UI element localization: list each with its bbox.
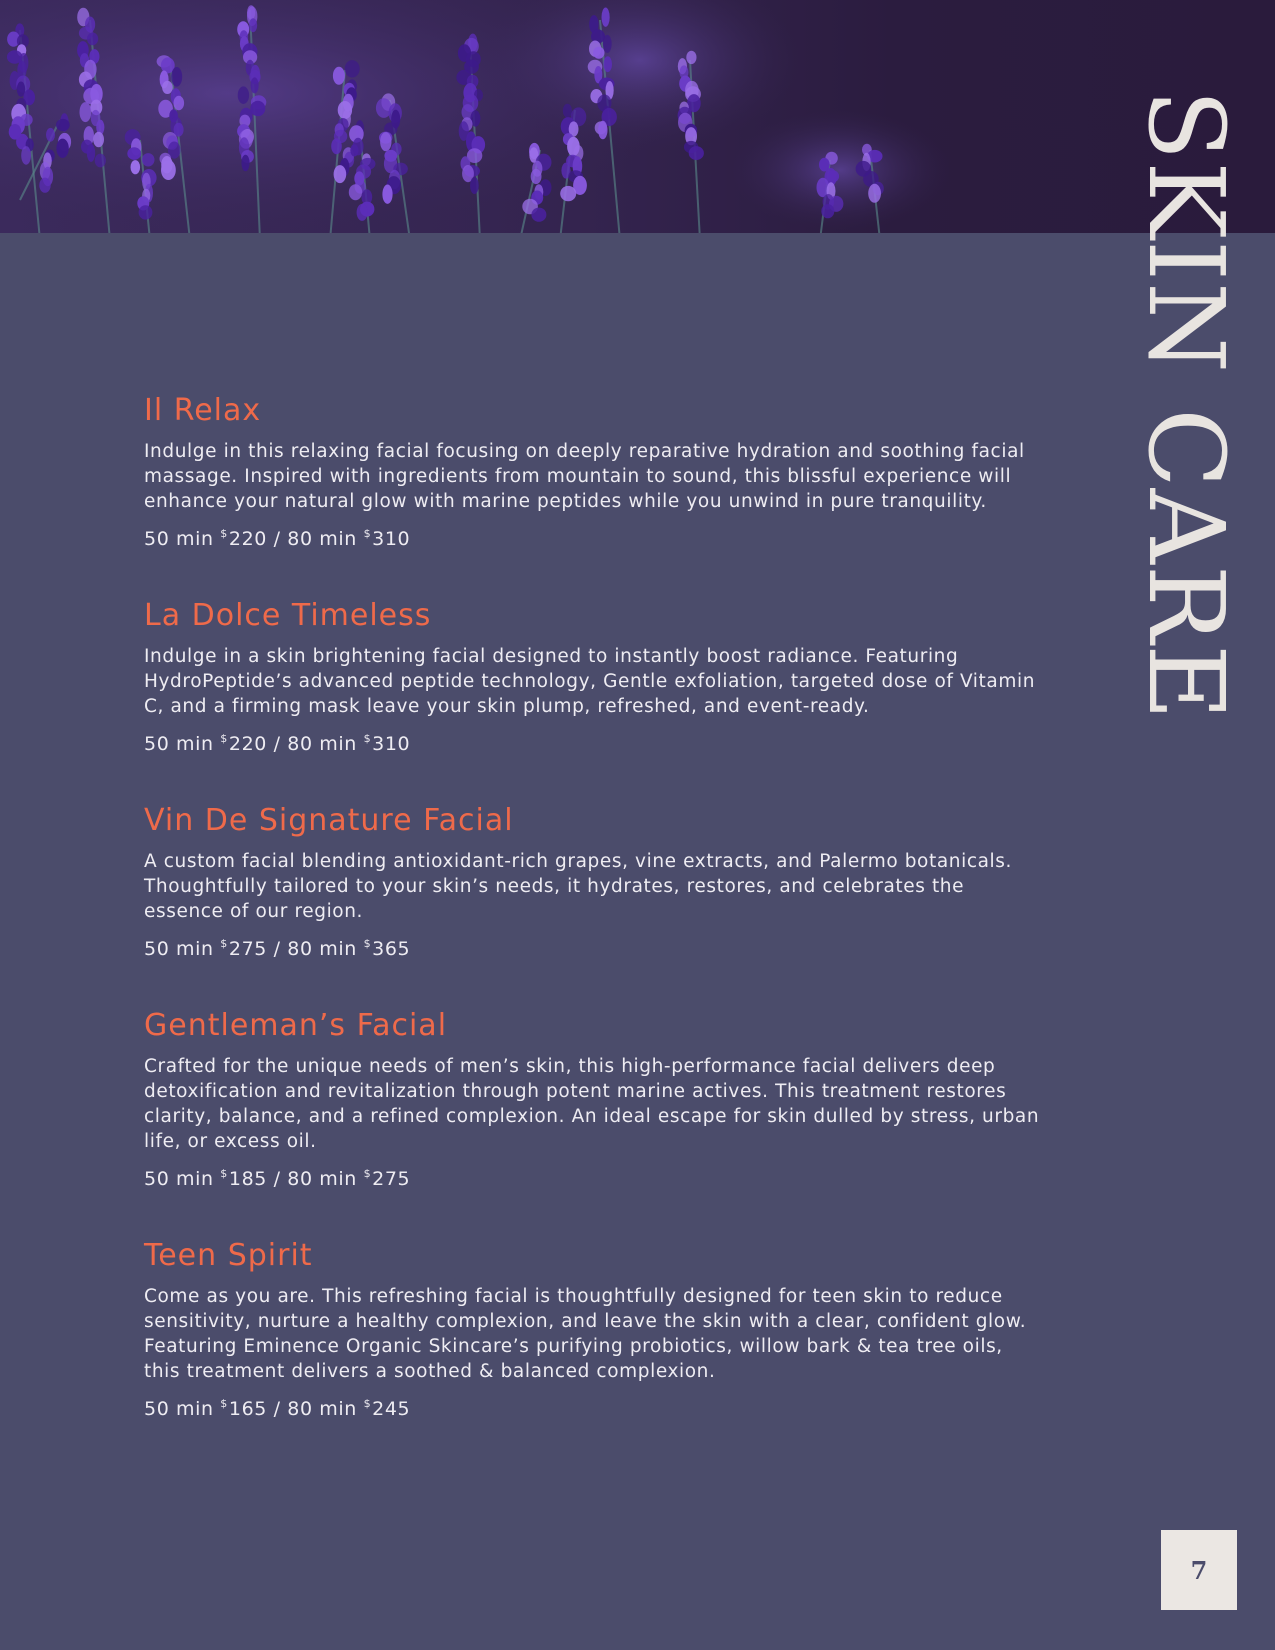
treatment-price: [144, 1391, 1044, 1422]
treatment-description: A custom facial blending antioxidant-rich grapes, vine extracts, and Palermo botanicals. Thoughtfully tailored to your skin’s needs, it hydrates, restores, and celebrates the essence of our region.: [144, 851, 1013, 922]
currency-symbol: $: [220, 527, 228, 540]
section-title-text: SKIN CARE: [1125, 89, 1248, 721]
lavender-bud: [602, 8, 610, 27]
treatment-title: Il Relax: [144, 393, 262, 428]
currency-symbol: $: [363, 1397, 372, 1410]
treatment-description: Crafted for the unique needs of men’s skin, this high-performance facial delivers deep detoxification and revitalization through potent marine actives. This treatment restores clarity, balance, and a refined complexion. An ideal escape for skin dulled by stress, urban life, or excess oil.: [144, 1056, 1040, 1152]
currency-symbol: $: [363, 732, 372, 745]
page-number-box: [1161, 1530, 1237, 1610]
price-amount: 275: [228, 938, 267, 960]
lavender-bud: [95, 154, 106, 168]
lavender-bud: [593, 47, 604, 59]
price-duration: 50 min: [144, 528, 214, 550]
treatment-description: Come as you are. This refreshing facial is thoughtfully designed for teen skin to reduce sensitivity, nurture a healthy complexion, and leave the skin with a clear, confident glow. Featuring Eminence Organic Skincare’s purifying probiotics, willow bark & tea tree oils, this treatment delivers a soothed & balanced complexion.: [144, 1286, 1027, 1382]
price-separator: /: [266, 1398, 288, 1420]
lavender-bud: [603, 35, 612, 53]
lavender-bud: [598, 121, 607, 140]
lavender-bud: [357, 204, 368, 221]
treatment-item: [144, 393, 1044, 552]
lavender-bud: [249, 18, 257, 32]
lavender-bud: [21, 146, 31, 165]
price-duration: 50 min: [144, 733, 214, 755]
lavender-bud: [250, 101, 265, 116]
price-amount: 220: [228, 733, 267, 755]
lavender-bud: [93, 132, 104, 147]
price-amount: 185: [228, 1168, 267, 1190]
lavender-bud: [382, 185, 392, 204]
currency-symbol: $: [220, 1167, 228, 1180]
lavender-bud: [127, 147, 141, 160]
price-amount: 245: [372, 1398, 411, 1420]
price-duration: 50 min: [144, 938, 214, 960]
treatment-description: Indulge in this relaxing facial focusing on deeply reparative hydration and soothing facial massage. Inspired with ingredients from mountain to sound, this blissful experience will enhance your natural glow with marine peptides while you unwind in pure tranquility.: [144, 441, 1025, 512]
price-duration: 80 min: [287, 733, 357, 755]
lavender-bud: [80, 102, 92, 122]
price-amount: 310: [372, 733, 411, 755]
price-separator: /: [266, 938, 288, 960]
treatment-item: [144, 1008, 1044, 1192]
lavender-bud: [139, 205, 153, 219]
treatment-item: [144, 598, 1044, 757]
section-title-vertical: [1125, 30, 1248, 780]
lavender-bud: [531, 208, 546, 222]
treatment-price: [144, 931, 1044, 962]
price-amount: 275: [372, 1168, 411, 1190]
currency-symbol: $: [363, 1167, 372, 1180]
price-duration: 80 min: [287, 528, 357, 550]
price-duration: 80 min: [287, 1168, 357, 1190]
lavender-bud: [345, 60, 360, 77]
lavender-bud: [251, 77, 259, 93]
price-duration: 80 min: [287, 938, 357, 960]
lavender-bud: [603, 56, 612, 72]
lavender-bud: [380, 132, 391, 151]
price-separator: /: [266, 733, 288, 755]
currency-symbol: $: [220, 1397, 228, 1410]
treatment-price: [144, 1161, 1044, 1192]
price-duration: 50 min: [144, 1398, 214, 1420]
currency-symbol: $: [220, 732, 228, 745]
lavender-bud: [131, 160, 141, 174]
lavender-bud: [162, 81, 173, 94]
lavender-bud: [238, 86, 249, 104]
lavender-bud: [350, 144, 358, 156]
lavender-bud: [334, 165, 347, 183]
price-amount: 310: [372, 528, 411, 550]
lavender-header-image: [0, 0, 1275, 233]
treatment-title: Vin De Signature Facial: [144, 803, 514, 838]
lavender-bud: [868, 184, 881, 203]
page-number: 7: [1190, 1555, 1208, 1585]
lavender-bud: [46, 128, 55, 142]
lavender-bud: [689, 146, 704, 160]
currency-symbol: $: [220, 937, 228, 950]
price-duration: 50 min: [144, 1168, 214, 1190]
price-separator: /: [266, 528, 288, 550]
treatment-price: [144, 521, 1044, 552]
lavender-bud: [56, 119, 70, 131]
lavender-bud: [470, 177, 479, 194]
lavender-bud: [349, 184, 362, 200]
treatment-title: Teen Spirit: [144, 1238, 313, 1273]
lavender-bud: [333, 67, 345, 85]
lavender-bud: [241, 155, 249, 172]
currency-symbol: $: [363, 937, 372, 950]
treatment-description: Indulge in a skin brightening facial designed to instantly boost radiance. Featuring HydroPeptide’s advanced peptide technology, Gentle exfoliation, targeted dose of Vitamin C, and a firming mask leave your skin plump, refreshed, and event-ready.: [144, 646, 1036, 717]
lavender-bud: [563, 104, 572, 118]
lavender-flowers-illustration: [0, 0, 1275, 233]
treatment-item: [144, 803, 1044, 962]
lavender-bud: [821, 204, 834, 218]
lavender-bud: [560, 186, 576, 201]
lavender-bud: [87, 33, 98, 46]
lavender-bud: [87, 144, 95, 162]
lavender-bud: [331, 138, 342, 154]
price-separator: /: [266, 1168, 288, 1190]
currency-symbol: $: [363, 527, 372, 540]
price-duration: 80 min: [287, 1398, 357, 1420]
price-amount: 220: [228, 528, 267, 550]
lavender-bud: [142, 153, 155, 166]
lavender-bud: [161, 160, 176, 180]
lavender-bud: [174, 96, 185, 111]
treatment-title: Gentleman’s Facial: [144, 1008, 448, 1043]
lavender-bud: [171, 67, 182, 87]
lavender-bud: [39, 178, 50, 193]
price-amount: 365: [372, 938, 411, 960]
treatment-title: La Dolce Timeless: [144, 598, 432, 633]
lavender-bud: [686, 51, 696, 64]
treatment-price: [144, 726, 1044, 757]
treatment-list: [144, 393, 1044, 1468]
treatment-item: [144, 1238, 1044, 1422]
lavender-bud: [56, 139, 68, 158]
lavender-bud: [531, 169, 542, 184]
price-amount: 165: [228, 1398, 267, 1420]
